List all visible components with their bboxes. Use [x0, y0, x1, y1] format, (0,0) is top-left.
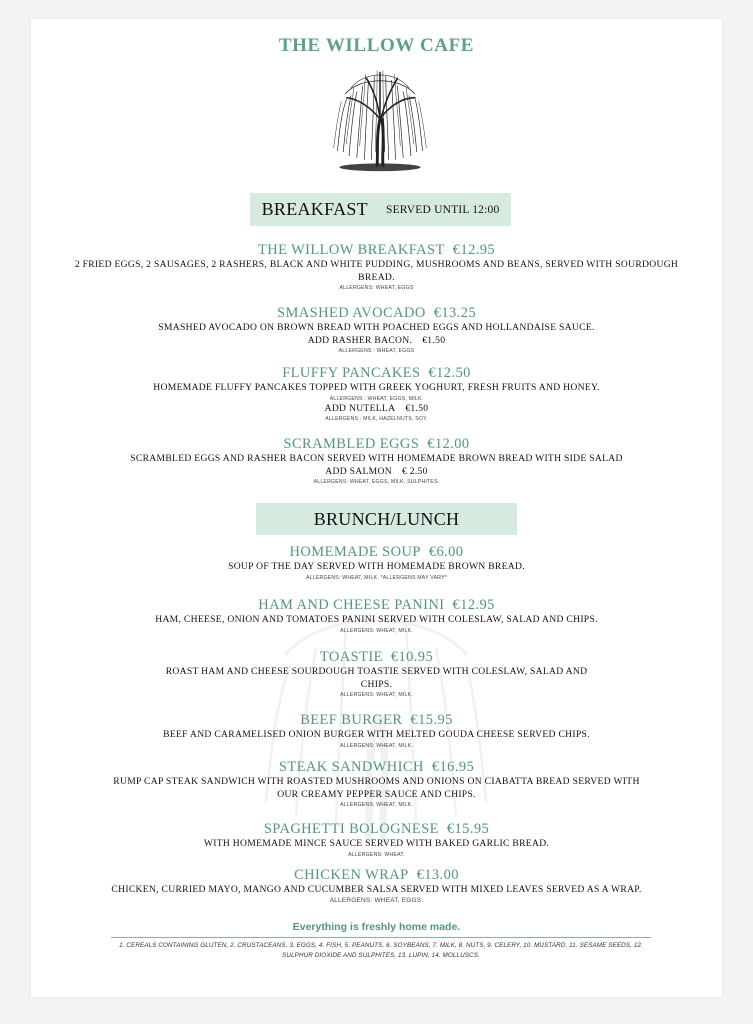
menu-item-steak-sandwich [71, 758, 682, 809]
item-allergens: ALLERGENS: WHEAT, MILK. [340, 742, 413, 749]
item-description: WITH HOMEMADE MINCE SAUCE SERVED WITH BAKED GARLIC BREAD. [203, 838, 550, 849]
menu-page [31, 19, 722, 997]
item-allergens: ALLERGENS: WHEAT. [348, 851, 405, 858]
item-allergens: ALLERGENS: WHEAT, MILK. *ALLERGENS MAY VARY* [306, 574, 447, 581]
item-description: RUMP CAP STEAK SANDWICH WITH ROASTED MUSHROOMS AND ONIONS ON CIABATTA BREAD SERVED WITH OUR CREAMY PEPPER SAUCE AND CHIPS. [113, 776, 640, 800]
item-addon [71, 466, 682, 478]
item-name: SMASHED AVOCADO [276, 305, 426, 321]
item-price: €15.95 [446, 821, 490, 837]
footer-divider [111, 937, 651, 938]
addon-allergens: ALLERGENS : MILK, HAZELNUTS, SOY. [325, 415, 428, 422]
menu-item-willow-breakfast [71, 241, 682, 292]
breakfast-section-title: BREAKFAST [261, 199, 368, 219]
item-description: SMASHED AVOCADO ON BROWN BREAD WITH POACHED EGGS AND HOLLANDAISE SAUCE. [158, 322, 595, 333]
item-addon [71, 335, 682, 347]
willow-tree-icon [322, 59, 438, 175]
item-description: ROAST HAM AND CHEESE SOURDOUGH TOASTIE SERVED WITH COLESLAW, SALAD AND CHIPS. [165, 666, 588, 690]
item-description: CHICKEN, CURRIED MAYO, MANGO AND CUCUMBER SALSA SERVED WITH MIXED LEAVES SERVED AS A WRAP. [111, 884, 642, 895]
item-description: HOMEMADE FLUFFY PANCAKES TOPPED WITH GREEK YOGHURT, FRESH FRUITS AND HONEY. [153, 382, 600, 393]
menu-item-smashed-avocado [71, 304, 682, 355]
item-name: BEEF BURGER [300, 712, 403, 728]
menu-item-ham-cheese-panini [71, 596, 682, 635]
item-description: HAM, CHEESE, ONION AND TOMATOES PANINI SERVED WITH COLESLAW, SALAD AND CHIPS. [155, 614, 598, 625]
item-description: 2 FRIED EGGS, 2 SAUSAGES, 2 RASHERS, BLACK AND WHITE PUDDING, MUSHROOMS AND BEANS, SERVED WITH SOURDOUGH BREAD. [74, 259, 679, 283]
item-allergens: ALLERGENS : WHEAT, EGGS [338, 347, 415, 354]
item-price: €12.95 [452, 242, 496, 258]
item-price: €6.00 [428, 544, 464, 560]
item-allergens: ALLERGENS: WHEAT, MILK. [340, 692, 413, 698]
cafe-title: THE WILLOW CAFE [278, 35, 475, 56]
menu-item-beef-burger [71, 711, 682, 750]
menu-item-chicken-wrap [71, 866, 682, 905]
menu-item-spaghetti-bolognese [71, 820, 682, 859]
addon-label: ADD SALMON [325, 465, 392, 477]
item-allergens: ALLERGENS : WHEAT, EGGS, MILK. [329, 395, 424, 402]
item-price: €16.95 [431, 759, 475, 775]
item-name: SPAGHETTI BOLOGNESE [263, 821, 439, 837]
item-price: €10.95 [390, 649, 434, 665]
item-description: SCRAMBLED EGGS AND RASHER BACON SERVED WITH HOMEMADE BROWN BREAD WITH SIDE SALAD [130, 453, 623, 464]
addon-price: €1.50 [405, 402, 429, 414]
item-price: €13.00 [416, 867, 459, 883]
breakfast-section-header [250, 193, 511, 226]
item-allergens: ALLERGENS: WHEAT, EGGS. [329, 896, 424, 904]
item-name: CHICKEN WRAP [294, 867, 409, 883]
brunch-section-title: BRUNCH/LUNCH [313, 508, 460, 529]
item-name: TOASTIE [319, 649, 383, 665]
addon-label: ADD NUTELLA [324, 402, 396, 414]
item-name: SCRAMBLED EGGS [283, 436, 420, 452]
menu-item-homemade-soup [71, 543, 682, 582]
menu-item-scrambled-eggs [71, 435, 682, 486]
item-price: €12.95 [452, 597, 495, 613]
item-name: HAM AND CHEESE PANINI [258, 597, 445, 613]
item-name: FLUFFY PANCAKES [282, 365, 421, 381]
addon-label: ADD RASHER BACON. [307, 334, 413, 346]
addon-price: € 2.50 [401, 465, 428, 477]
menu-item-toastie [71, 648, 682, 699]
item-allergens: ALLERGENS: WHEAT, MILK. [340, 627, 413, 634]
allergen-key: 1. CEREALS CONTAINING GLUTEN, 2. CRUSTACEANS, 3. EGGS, 4. FISH, 5. PEANUTS, 6. SOYBEANS, 7. MILK, 8. NUTS, 9. CELERY, 10. MUSTARD, 11. SESAME SEEDS, 12. SULPHUR DIOXIDE AND SULPHITES, 13. LUPIN, 14. MOLLUSCS. [119, 942, 643, 959]
menu-item-fluffy-pancakes [71, 364, 682, 423]
item-price: €13.25 [433, 305, 477, 321]
item-price: €12.50 [428, 365, 471, 381]
item-description: BEEF AND CARAMELISED ONION BURGER WITH MELTED GOUDA CHEESE SERVED CHIPS. [163, 729, 590, 740]
item-allergens: ALLERGENS: WHEAT, MILK. [340, 802, 413, 808]
item-allergens: ALLERGENS: WHEAT, EGGS, MILK, SULPHITES. [313, 478, 440, 485]
footer-note: Everything is freshly home made. [292, 921, 461, 933]
item-description: SOUP OF THE DAY SERVED WITH HOMEMADE BROWN BREAD. [228, 561, 525, 572]
brunch-section-header [256, 503, 517, 535]
addon-price: €1.50 [422, 334, 446, 346]
item-name: THE WILLOW BREAKFAST [257, 242, 445, 258]
item-price: €15.95 [410, 712, 453, 728]
item-name: HOMEMADE SOUP [289, 544, 421, 560]
item-price: €12.00 [427, 436, 470, 452]
item-addon [71, 403, 682, 415]
item-allergens: ALLERGENS: WHEAT, EGGS [339, 285, 414, 291]
breakfast-serving-time: SERVED UNTIL 12:00 [385, 203, 500, 216]
item-name: STEAK SANDWHICH [278, 759, 424, 775]
